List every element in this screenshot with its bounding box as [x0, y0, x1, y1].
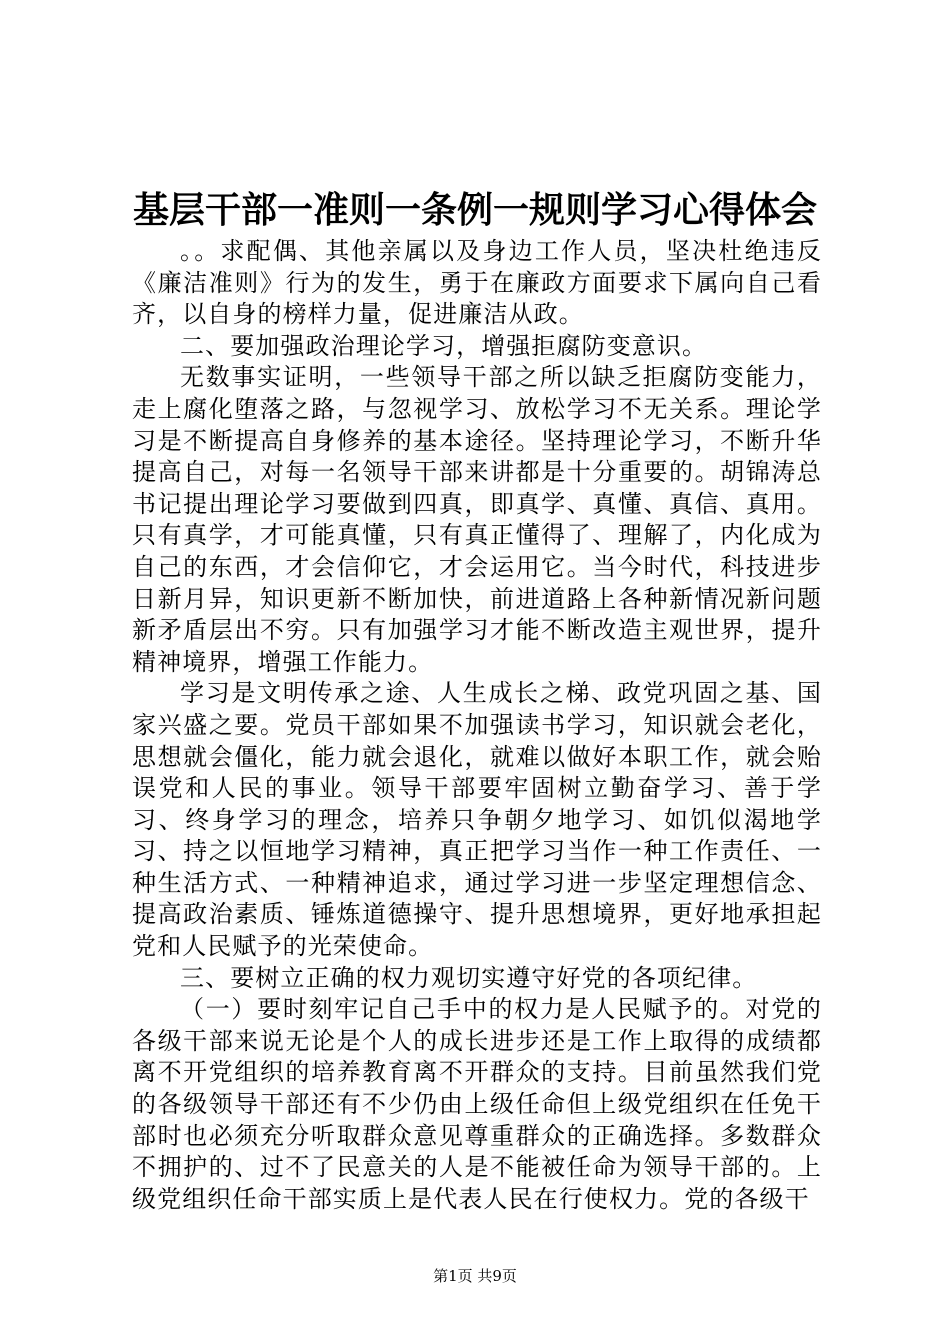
- section-heading: 二、要加强政治理论学习，增强拒腐防变意识。: [180, 331, 708, 360]
- paragraph: 无数事实证明，一些领导干部之所以缺乏拒腐防变能力，走上腐化堕落之路，与忽视学习、放松学习不无关系。理论学习是不断提高自身修养的基本途径。坚持理论学习，不断升华提高自己，对每一名领导干部来讲都是十分重要的。胡锦涛总书记提出理论学习要做到四真，即真学、真懂、真信、真用。只有真学，才可能真懂，只有真正懂得了、理解了，内化成为自己的东西，才会信仰它，才会运用它。当今时代，科技进步日新月异，知识更新不断加快，前进道路上各种新情况新问题新矛盾层出不穷。只有加强学习才能不断改造主观世界，提升精神境界，增强工作能力。: [132, 363, 822, 676]
- document-body: [132, 236, 822, 1215]
- page-number: 第1页 共9页: [433, 1267, 517, 1285]
- document-title: 基层干部一准则一条例一规则学习心得体会: [132, 189, 817, 231]
- paragraph: （一）要时刻牢记自己手中的权力是人民赋予的。对党的各级干部来说无论是个人的成长进步还是工作上取得的成绩都离不开党组织的培养教育离不开群众的支持。目前虽然我们党的各级领导干部还有不少仍由上级任命但上级党组织在任免干部时也必须充分听取群众意见尊重群众的正确选择。多数群众不拥护的、过不了民意关的人是不能被任命为领导干部的。上级党组织任命干部实质上是代表人民在行使权力。党的各级干: [132, 995, 822, 1213]
- paragraph: 。。求配偶、其他亲属以及身边工作人员，坚决杜绝违反《廉洁准则》行为的发生，勇于在廉政方面要求下属向自己看齐，以自身的榜样力量，促进廉洁从政。: [132, 237, 822, 329]
- paragraph: 学习是文明传承之途、人生成长之梯、政党巩固之基、国家兴盛之要。党员干部如果不加强读书学习，知识就会老化，思想就会僵化，能力就会退化，就难以做好本职工作，就会贻误党和人民的事业。领导干部要牢固树立勤奋学习、善于学习、终身学习的理念，培养只争朝夕地学习、如饥似渴地学习、持之以恒地学习精神，真正把学习当作一种工作责任、一种生活方式、一种精神追求，通过学习进一步坚定理想信念、提高政治素质、锤炼道德操守、提升思想境界，更好地承担起党和人民赋予的光荣使命。: [132, 679, 822, 961]
- section-heading: 三、要树立正确的权力观切实遵守好党的各项纪律。: [180, 963, 758, 992]
